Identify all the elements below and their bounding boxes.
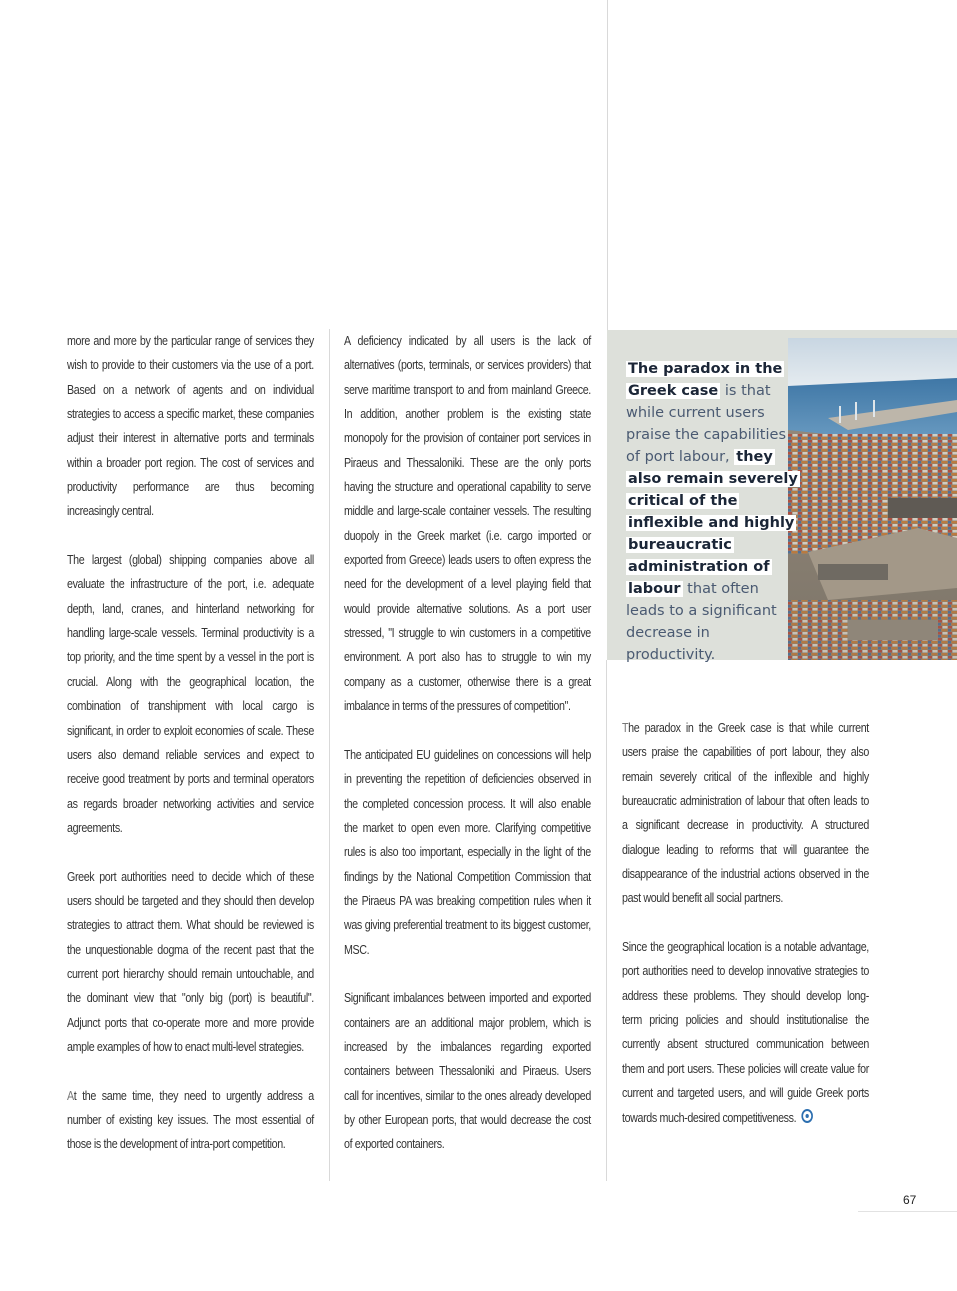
paragraph: The paradox in the Greek case is that while current users praise the capabilities of port labour, they also remain severely critical of the inflexible and highly bureaucratic administration of labour that often leads to a significant decrease in productivity. A structured dialogue leading to reforms that will guarantee the disappearance of the industrial actions observed in the past would benefit all social partners. xyxy=(622,720,869,906)
drop-cap: A xyxy=(67,1087,74,1103)
pullquote-highlight: The paradox in the Greek case xyxy=(628,361,783,399)
paragraph: A deficiency indicated by all users is the lack of alternatives (ports, terminals, or services providers) that serve maritime transport to and from mainland Greece. In addition, another problem is the existing state monopoly for the provision of container port services in Piraeus and Thessaloniki. These are the only ports having the structure and operational capability to serve middle and large-scale container vessels. The resulting duopoly in the Greek market (i.e. cargo imported or exported from Greece) leads users to often express the need for the development of a level playing field that would provide alternative solutions. As a port user stressed, "I struggle to win customers in a competitive environment. A port also has to struggle to win my company as a customer, otherwise there is a great imbalance in terms of the pressures of competition". xyxy=(344,333,591,714)
text-column-middle xyxy=(344,329,591,1157)
paragraph: more and more by the particular range of services they wish to provide to their customers via the use of a port. Based on a network of agents and on individual strategies to access a specific market, these companies adjust their interest in alternative ports and terminals within a broader port region. The cost of services and productivity performance are thus becoming increasingly central. xyxy=(67,333,314,519)
paragraph: Greek port authorities need to decide which of these users should be targeted and they should then develop strategies to attract them. What should be reviewed is the unquestionable dogma of the recent past that the current port hierarchy should remain untouchable, and the dominant view that "only big (port) is beautiful". Adjunct ports that co-operate more and more provide ample examples of how to enact multi-level strategies. xyxy=(67,868,314,1054)
pullquote xyxy=(626,358,801,666)
column-divider-right xyxy=(606,660,607,1181)
pullquote-highlight: they also remain severely critical of the inflexible and highly bureaucratic administration of labour xyxy=(628,449,798,597)
pullquote-text: is that while current users praise the capabilities of port labour, xyxy=(626,383,786,465)
pullquote-text: that often leads to a significant decrease in productivity. xyxy=(626,581,777,663)
paragraph: The largest (global) shipping companies above all evaluate the infrastructure of the port, i.e. adequate depth, land, cranes, and hinterland networking for handling large-scale vessels. Terminal productivity is a top priority, and the time spent by a vessel in the port is crucial. Along with the geographical location, the combination of transhipment with local cargo is significant, in order to exploit economies of scale. These users also demand reliable services and expect to receive good treatment by ports and terminal operators as regards broader networking activities and service agreements. xyxy=(67,552,314,835)
column-divider-left xyxy=(329,329,330,1181)
text-column-left xyxy=(67,329,314,1157)
text-column-right xyxy=(622,716,869,1130)
paragraph: The anticipated EU guidelines on concessions will help in preventing the repetition of deficiencies observed in the completed concession process. It will also enable the market to open even more. Clarifying competitive rules is also too important, especially in the light of the findings by the National Competition Commission that the Piraeus PA was breaking competition rules when it was giving preferential treatment to its biggest customer, MSC. xyxy=(344,746,591,957)
paragraph: Since the geographical location is a notable advantage, port authorities need to develop innovative strategies to address these problems. They should develop long-term pricing policies and should institutionalise the currently absent structured communication between them and port users. These policies will create value for current and targeted users, and will guide Greek ports towards much-desired competitiveness. xyxy=(622,939,869,1125)
end-of-article-icon xyxy=(801,1109,813,1123)
paragraph: Significant imbalances between imported and exported containers are an additional major problem, which is increased by the imbalances regarding exported containers between Thessaloniki and Piraeus. Users call for incentives, similar to the ones already developed by other European ports, that would decrease the cost of exported containers. xyxy=(344,990,591,1152)
page-number-rule xyxy=(858,1211,957,1212)
top-divider-line xyxy=(607,0,608,330)
port-aerial-photo xyxy=(788,338,957,660)
drop-cap: T xyxy=(622,720,629,735)
paragraph: At the same time, they need to urgently address a number of existing key issues. The most essential of those is the development of intra-port competition. xyxy=(67,1087,314,1152)
page-number: 67 xyxy=(903,1193,917,1207)
